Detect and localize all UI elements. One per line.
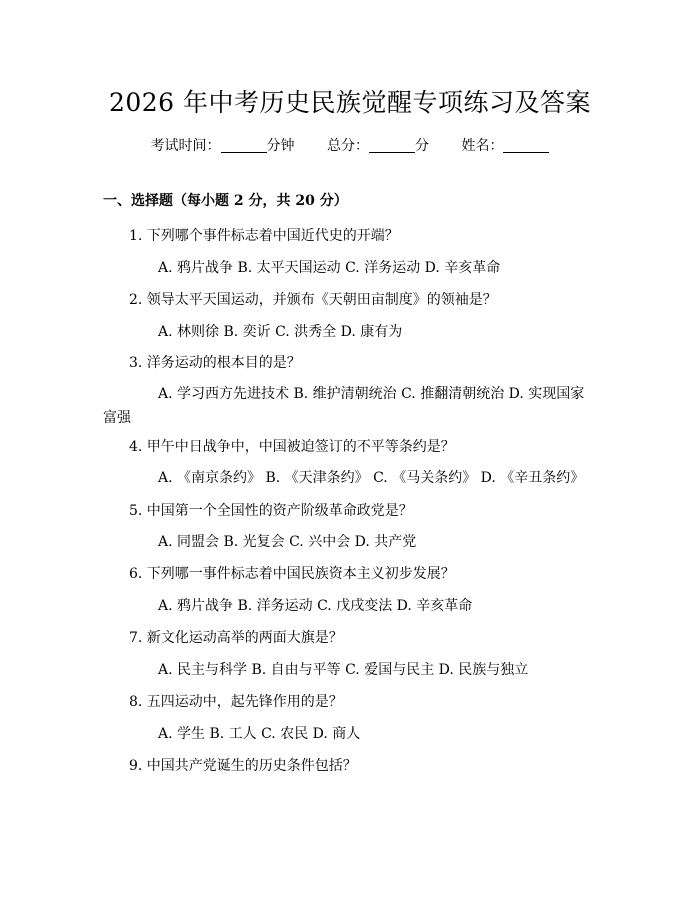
exam-time-label: 考试时间： (150, 138, 221, 154)
question-5-options: A. 同盟会 B. 光复会 C. 兴中会 D. 共产党 (158, 534, 417, 550)
total-score-label: 总分： (327, 138, 369, 154)
student-name-blank (503, 138, 549, 153)
question-3: 3. 洋务运动的根本目的是？ (129, 355, 301, 371)
student-name-field (461, 135, 549, 155)
question-6: 6. 下列哪一事件标志着中国民族资本主义初步发展？ (129, 566, 455, 582)
question-7: 7. 新文化运动高举的两面大旗是？ (129, 630, 343, 646)
question-6-options: A. 鸦片战争 B. 洋务运动 C. 戊戌变法 D. 辛亥革命 (158, 598, 473, 614)
section-heading-choice: 一、选择题（每小题 2 分，共 20 分） (103, 193, 348, 209)
total-score-blank (369, 138, 415, 153)
question-2-options: A. 林则徐 B. 奕䜣 C. 洪秀全 D. 康有为 (158, 324, 403, 340)
exam-time-field (151, 135, 295, 155)
question-5: 5. 中国第一个全国性的资产阶级革命政党是？ (129, 503, 413, 519)
question-7-options: A. 民主与科学 B. 自由与平等 C. 爱国与民主 D. 民族与独立 (158, 662, 529, 678)
question-3-options: A. 学习西方先进技术 B. 维护清朝统治 C. 推翻清朝统治 D. 实现国家富强 (103, 386, 585, 426)
student-name-label: 姓名： (461, 138, 504, 154)
page-title: 2026 年中考历史民族觉醒专项练习及答案 (108, 88, 592, 117)
question-1: 1. 下列哪个事件标志着中国近代史的开端？ (129, 228, 399, 244)
exam-time-unit: 分钟 (266, 138, 295, 154)
total-score-field (327, 135, 429, 155)
question-4-options: A. 《南京条约》 B. 《天津条约》 C. 《马关条约》 D. 《辛丑条约》 (158, 470, 585, 486)
question-2: 2. 领导太平天国运动，并颁布《天朝田亩制度》的领袖是？ (129, 292, 497, 308)
question-4: 4. 甲午中日战争中，中国被迫签订的不平等条约是？ (129, 439, 455, 455)
total-score-unit: 分 (415, 138, 429, 154)
exam-time-blank (221, 138, 267, 153)
question-8-options: A. 学生 B. 工人 C. 农民 D. 商人 (158, 726, 361, 742)
question-8: 8. 五四运动中，起先锋作用的是？ (129, 694, 343, 710)
exam-meta-line (0, 135, 700, 155)
question-1-options: A. 鸦片战争 B. 太平天国运动 C. 洋务运动 D. 辛亥革命 (158, 260, 501, 276)
question-9: 9. 中国共产党诞生的历史条件包括？ (129, 758, 357, 774)
